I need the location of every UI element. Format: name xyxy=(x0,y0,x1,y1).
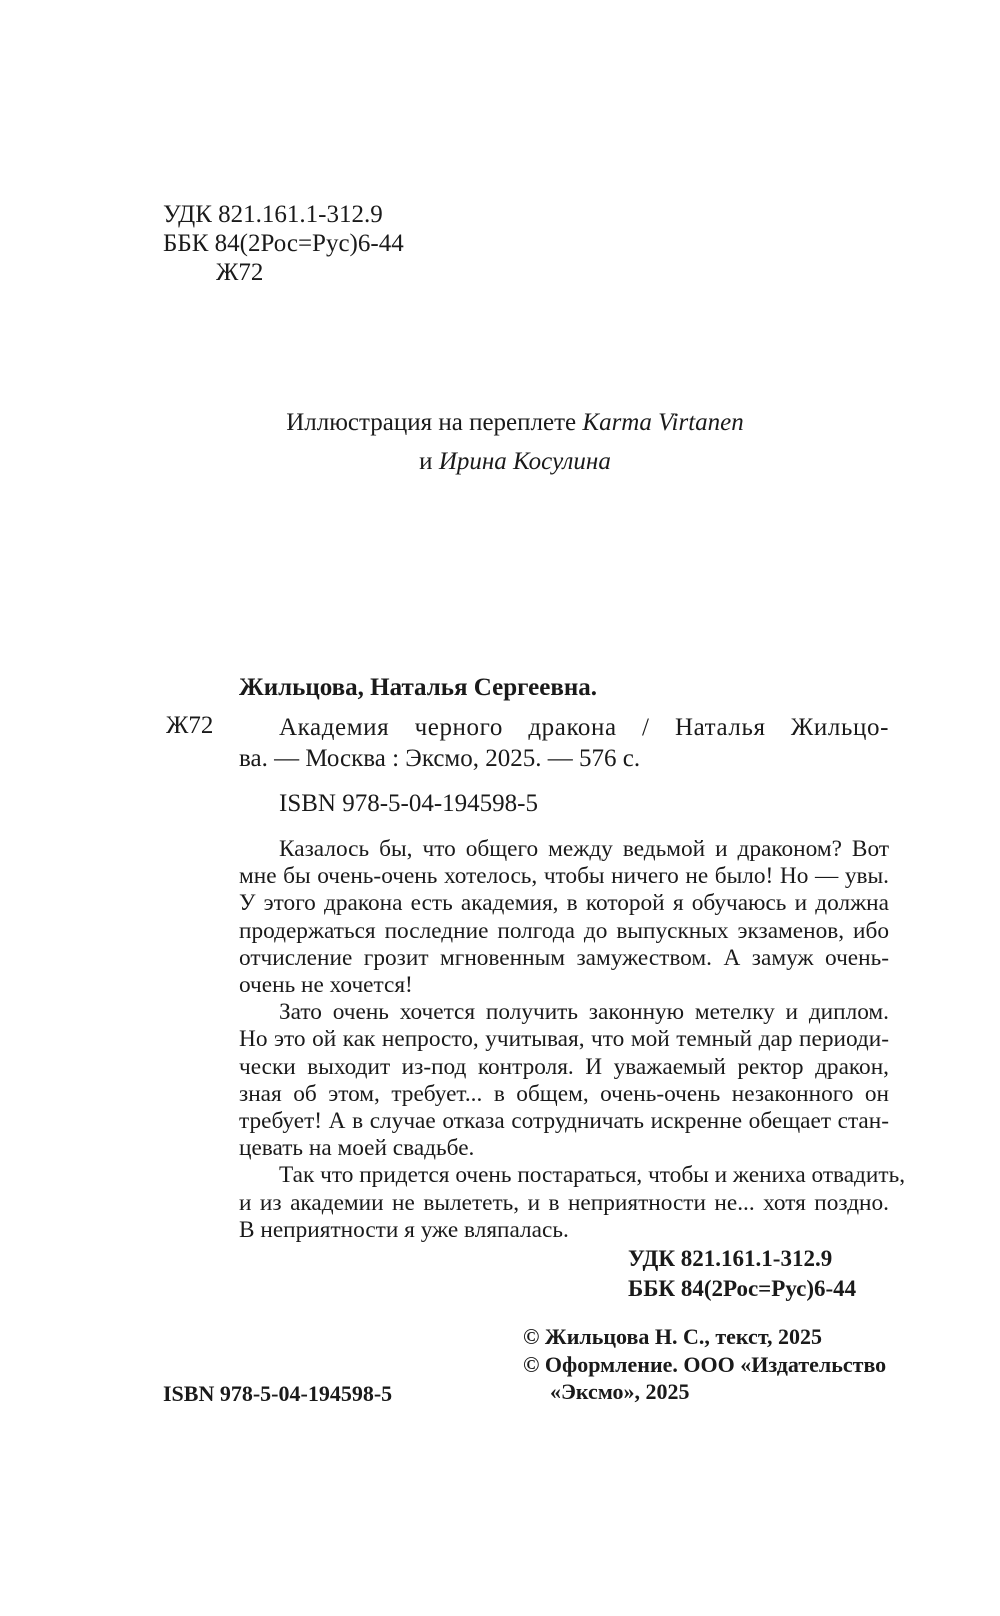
illustration-line-1 xyxy=(0,403,1000,442)
top-classification-codes xyxy=(163,200,404,287)
bottom-classification-codes xyxy=(628,1244,856,1304)
copyright-notice xyxy=(523,1323,886,1406)
title-line-2: ва. — Москва : Эксмо, 2025. — 576 с. xyxy=(239,745,641,772)
annotation-line: мне бы очень-очень хотелось, чтобы ничего не было! Но — увы. xyxy=(239,863,889,890)
author-heading: Жильцова, Наталья Сергеевна. xyxy=(239,674,598,701)
bbk-code: ББК 84(2Рос=Рус)6-44 xyxy=(163,230,404,257)
udk-code: УДК 821.161.1-312.9 xyxy=(163,201,383,228)
udk-code-bottom: УДК 821.161.1-312.9 xyxy=(628,1246,833,1271)
illustrator-name-2: Ирина Косулина xyxy=(438,448,611,475)
title-line-1: Академия черного дракона / Наталья Жильцо- xyxy=(279,714,889,741)
illustration-conjunction: и xyxy=(419,448,433,475)
illustrator-name-1: Karma Virtanen xyxy=(582,409,744,436)
annotation-line: цевать на моей свадьбе. xyxy=(239,1135,475,1162)
copyright-line-2: © Оформление. ООО «Издательство xyxy=(523,1351,887,1377)
annotation-line: продержаться последние полгода до выпускных экзаменов, ибо xyxy=(239,917,889,944)
copyright-line-1: © Жильцова Н. С., текст, 2025 xyxy=(523,1324,822,1349)
illustration-prefix: Иллюстрация на переплете xyxy=(286,409,577,436)
annotation-line: Зато очень хочется получить законную метелку и диплом. xyxy=(279,999,889,1026)
illustration-credit xyxy=(0,403,1000,481)
annotation-line: и из академии не вылететь, и в неприятности не... хотя поздно. xyxy=(239,1189,889,1216)
record-isbn: ISBN 978-5-04-194598-5 xyxy=(279,790,539,817)
annotation-line: Но это ой как непросто, учитывая, что мой темный дар периоди- xyxy=(239,1026,889,1053)
annotation-line: отчисление грозит мгновенным замужеством. А замуж очень- xyxy=(239,944,889,971)
annotation-line: Казалось бы, что общего между ведьмой и драконом? Вот xyxy=(279,836,889,862)
author-cipher: Ж72 xyxy=(216,259,264,286)
annotation-line: Так что придется очень постараться, чтобы и жениха отвадить, xyxy=(279,1162,906,1189)
illustration-line-2 xyxy=(0,442,1000,481)
bibliographic-record xyxy=(239,712,889,774)
isbn-bottom: ISBN 978-5-04-194598-5 xyxy=(163,1381,393,1406)
record-cipher: Ж72 xyxy=(166,712,214,739)
annotation-line: зная об этом, требует... в общем, очень-очень незаконного он xyxy=(239,1080,889,1107)
bbk-code-bottom: ББК 84(2Рос=Рус)6-44 xyxy=(628,1276,857,1301)
annotation-line: чески выходит из-под контроля. И уважаемый ректор дракон, xyxy=(239,1053,889,1080)
copyright-line-3: «Эксмо», 2025 xyxy=(550,1379,690,1404)
annotation-line: очень не хочется! xyxy=(239,972,413,999)
annotation xyxy=(239,836,906,1244)
annotation-line: У этого дракона есть академия, в которой я обучаюсь и должна xyxy=(239,890,889,917)
annotation-line: В неприятности я уже вляпалась. xyxy=(239,1216,569,1243)
annotation-line: требует! А в случае отказа сотрудничать искренне обещает стан- xyxy=(239,1108,889,1135)
